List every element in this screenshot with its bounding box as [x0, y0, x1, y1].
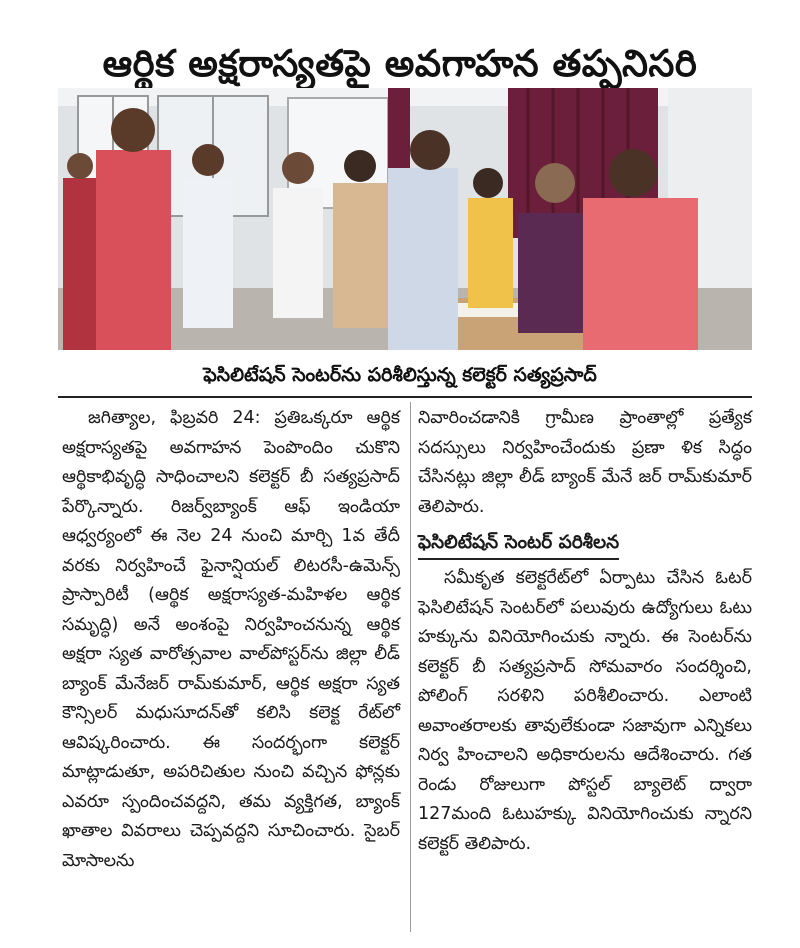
article-paragraph-1: జగిత్యాల, ఫిబ్రవరి 24: ప్రతిఒక్కరూ ఆర్థిక అక్షరాస్యతపై అవగాహన పెంపొందిం చుకొని ఆర్థికాభివృద్ధి సాధించాలని కలెక్టర్ బీ సత్యప్రసాద్ పేర్కొన్నారు. రిజర్వ్‌బ్యాంక్ ఆఫ్ ఇండియా ఆధ్వర్యంలో ఈ నెల 24 నుంచి మార్చి 1వ తేదీ వరకు నిర్వహించే ఫైనాన్షియల్ లిటరసీ-ఉమెన్స్ ప్రాస్పారిటీ (ఆర్థిక అక్షరాస్యత-మహిళల ఆర్థిక సమృద్ధి) అనే అంశంపై నిర్వహించనున్న ఆర్థిక అక్షరా స్యత వారోత్సవాల వాల్‌పోస్టర్‌ను జిల్లా లీడ్ బ్యాంక్ మేనేజర్ రామ్‌కుమార్, ఆర్థిక అక్షరా స్యత కౌన్సిలర్ మధుసూదన్‌తో కలిసి కలెక్ట రేట్‌లో ఆవిష్కరించారు. ఈ సందర్భంగా కలెక్టర్ మాట్లాడుతూ, అపరిచితుల నుంచి వచ్చిన ఫోన్లకు ఎవరూ స్పందించవద్దని, తమ వ్యక్తిగత, బ్యాంక్ ఖాతాల వివరాలు చెప్పవద్దని సూచించారు. సైబర్ మోసాలను	[62, 408, 400, 871]
photo-caption: ఫెసిలిటేషన్ సెంటర్‌ను పరిశీలిస్తున్న కలెక్టర్ సత్యప్రసాద్	[203, 364, 597, 386]
news-photo	[58, 88, 752, 350]
article-paragraph-2: సమీకృత కలెక్టరేట్‌లో ఏర్పాటు చేసిన ఓటర్ ఫెసిలిటేషన్ సెంటర్‌లో పలువురు ఉద్యోగులు ఓటు హక్కును వినియోగించుకు న్నారు. ఈ సెంటర్‌ను కలెక్టర్ బీ సత్యప్రసాద్ సోమవారం సందర్శించి, పోలింగ్ సరళిని పరిశీలించారు. ఎలాంటి అవాంతరాలకు తావులేకుండా సజావుగా ఎన్నికలు నిర్వ హించాలని అధికారులను ఆదేశించారు. గత రెండు రోజులుగా పోస్టల్ బ్యాలెట్ ద్వారా 127మంది ఓటుహక్కు వినియోగించుకు న్నారని కలెక్టర్ తెలిపారు.	[418, 568, 752, 854]
column-divider	[410, 402, 411, 932]
article-right-column	[418, 404, 752, 859]
article-left-column	[62, 404, 400, 876]
news-photo-illustration	[58, 88, 752, 350]
subheading: ఫెసిలిటేషన్ సెంటర్ పరిశీలన	[418, 528, 619, 560]
caption-rule	[58, 396, 752, 398]
article-paragraph-continuation: నివారించడానికి గ్రామీణ ప్రాంతాల్లో ప్రత్యేక సదస్సులు నిర్వహించేందుకు ప్రణా ళిక సిద్ధం చేసినట్లు జిల్లా లీడ్ బ్యాంక్ మేనే జర్ రామ్‌కుమార్ తెలిపారు.	[418, 408, 752, 517]
headline: ఆర్థిక అక్షరాస్యతపై అవగాహన తప్పనిసరి	[102, 41, 698, 85]
